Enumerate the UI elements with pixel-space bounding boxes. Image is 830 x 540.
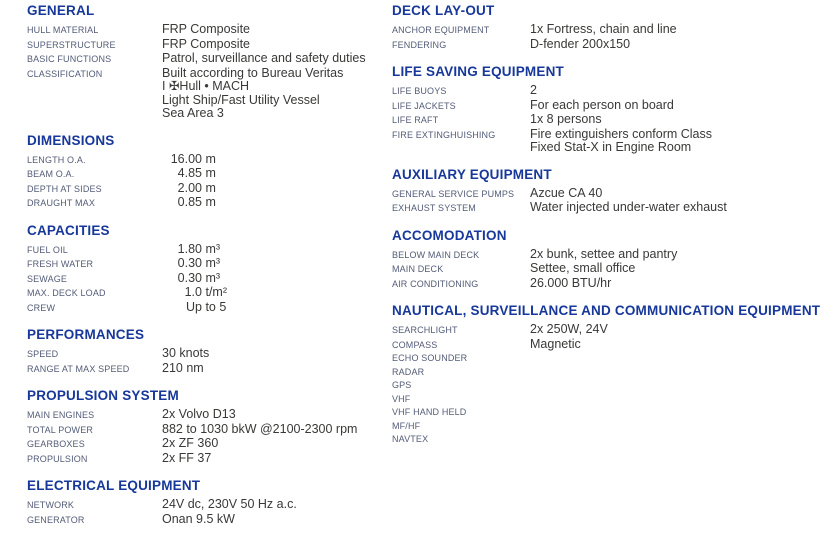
spec-value-number: 4.85 xyxy=(177,166,202,180)
section-title: AUXILIARY EQUIPMENT xyxy=(392,166,552,182)
spec-row xyxy=(27,182,389,197)
section-life-saving-equipment xyxy=(392,65,822,155)
spec-value-number: 0.30 xyxy=(177,256,202,270)
spec-label: BEAM O.A. xyxy=(27,169,75,179)
spec-row xyxy=(392,23,822,38)
spec-row xyxy=(392,38,822,53)
section-deck-lay-out xyxy=(392,4,822,52)
section-title: ELECTRICAL EQUIPMENT xyxy=(27,478,201,493)
spec-row xyxy=(392,379,822,393)
section-title: NAUTICAL, SURVEILLANCE AND COMMUNICATION EQUIPMENT xyxy=(392,303,821,318)
spec-label: NETWORK xyxy=(27,500,75,510)
section-title: PROPULSION SYSTEM xyxy=(27,388,179,403)
spec-label: CREW xyxy=(27,302,56,313)
spec-value: Onan 9.5 kW xyxy=(162,511,235,526)
spec-value-number: 2.00 xyxy=(177,180,202,195)
spec-value-line: Built according to Bureau Veritas xyxy=(162,65,344,80)
spec-value-line: Sea Area 3 xyxy=(162,106,224,120)
spec-value: Patrol, surveillance and safety duties xyxy=(162,51,366,65)
spec-row xyxy=(392,113,822,128)
spec-value xyxy=(162,196,389,210)
spec-value-number: 16.00 xyxy=(170,151,202,166)
spec-value-unit: m xyxy=(205,151,216,166)
spec-label: FUEL OIL xyxy=(27,244,68,255)
spec-value xyxy=(162,182,389,196)
spec-row xyxy=(27,52,389,67)
spec-label: PROPULSION xyxy=(27,453,88,464)
spec-row xyxy=(27,272,389,287)
section-title: CAPACITIES xyxy=(27,222,110,238)
spec-label: SUPERSTRUCTURE xyxy=(27,39,116,50)
spec-label: TOTAL POWER xyxy=(27,424,93,435)
spec-row xyxy=(392,84,822,99)
spec-value: 2x 250W, 24V xyxy=(530,322,608,336)
spec-value: Azcue CA 40 xyxy=(530,185,603,200)
spec-value-unit: m³ xyxy=(205,256,221,270)
section-dimensions xyxy=(27,134,389,211)
spec-row xyxy=(27,38,389,53)
spec-label: HULL MATERIAL xyxy=(27,25,99,35)
spec-label: VHF HAND HELD xyxy=(392,407,467,417)
spec-label: BASIC FUNCTIONS xyxy=(27,54,112,64)
spec-value-number: 0.30 xyxy=(177,270,202,285)
spec-label: RADAR xyxy=(392,366,425,377)
spec-row xyxy=(27,362,389,377)
spec-label: GPS xyxy=(392,380,412,390)
section-title: ACCOMODATION xyxy=(392,227,507,243)
spec-row xyxy=(27,423,389,438)
spec-value xyxy=(162,257,389,271)
spec-value: For each person on board xyxy=(530,97,674,112)
spec-row xyxy=(392,338,822,353)
spec-value xyxy=(162,167,389,181)
spec-label: DRAUGHT MAX xyxy=(27,198,95,208)
spec-value-line: Light Ship/Fast Utility Vessel xyxy=(162,92,320,107)
spec-value: Settee, small office xyxy=(530,261,636,275)
spec-value xyxy=(162,243,389,257)
spec-value-line: Fixed Stat-X in Engine Room xyxy=(530,140,692,154)
spec-value-number: 1.0 xyxy=(184,285,202,299)
section-general xyxy=(27,4,389,121)
spec-value-number: 1.80 xyxy=(177,241,202,256)
spec-row xyxy=(392,366,822,380)
spec-label: SPEED xyxy=(27,349,59,359)
spec-row xyxy=(392,99,822,114)
spec-label: VHF xyxy=(392,393,411,404)
section-performances xyxy=(27,328,389,376)
spec-label: ANCHOR EQUIPMENT xyxy=(392,25,490,35)
spec-row xyxy=(392,433,822,447)
spec-label: GEARBOXES xyxy=(27,439,85,449)
spec-value-line: Fire extinguishers conform Class xyxy=(530,126,713,141)
spec-row xyxy=(392,248,822,263)
section-nautical-surveillance-and-communication-equipment xyxy=(392,304,822,447)
spec-value-unit: t/m² xyxy=(205,285,228,299)
spec-label: ECHO SOUNDER xyxy=(392,353,468,363)
spec-row xyxy=(27,167,389,182)
spec-label: AIR CONDITIONING xyxy=(392,278,479,289)
spec-value-unit: m xyxy=(205,166,216,180)
spec-label: MAIN DECK xyxy=(392,264,444,274)
spec-value: Water injected under-water exhaust xyxy=(530,200,727,214)
spec-value-line: I ✠Hull • MACH xyxy=(162,79,250,93)
section-auxiliary-equipment xyxy=(392,168,822,216)
section-accomodation xyxy=(392,229,822,292)
spec-label: SEWAGE xyxy=(27,273,68,284)
spec-value: 30 knots xyxy=(162,346,210,360)
spec-value xyxy=(162,67,389,121)
section-capacities xyxy=(27,224,389,316)
spec-label: FENDERING xyxy=(392,39,447,50)
spec-label: MAX. DECK LOAD xyxy=(27,288,106,298)
section-electrical-equipment xyxy=(27,479,389,527)
spec-row xyxy=(27,243,389,258)
spec-row xyxy=(27,257,389,272)
spec-row xyxy=(27,498,389,513)
spec-label: MAIN ENGINES xyxy=(27,410,95,420)
spec-value xyxy=(162,153,389,167)
column-left xyxy=(27,4,389,540)
spec-value: 882 to 1030 bkW @2100-2300 rpm xyxy=(162,421,358,436)
spec-row xyxy=(392,262,822,277)
spec-label: EXHAUST SYSTEM xyxy=(392,203,476,213)
spec-row xyxy=(392,352,822,366)
column-right xyxy=(392,4,822,460)
spec-label: LIFE BUOYS xyxy=(392,86,447,96)
spec-row xyxy=(27,347,389,362)
spec-label: FRESH WATER xyxy=(27,259,94,269)
section-propulsion-system xyxy=(27,389,389,466)
spec-value: 24V dc, 230V 50 Hz a.c. xyxy=(162,497,297,511)
spec-value: 210 nm xyxy=(162,360,204,375)
spec-row xyxy=(392,420,822,434)
spec-value: 2x bunk, settee and pantry xyxy=(530,246,678,261)
spec-value: 26.000 BTU/hr xyxy=(530,275,612,290)
spec-value-unit: m xyxy=(205,195,216,209)
section-title: LIFE SAVING EQUIPMENT xyxy=(392,64,564,79)
spec-row xyxy=(392,406,822,420)
spec-label: RANGE AT MAX SPEED xyxy=(27,363,130,374)
section-title: GENERAL xyxy=(27,3,95,18)
spec-value-unit: m xyxy=(205,180,216,195)
spec-value: 1x 8 persons xyxy=(530,112,602,126)
section-title: DIMENSIONS xyxy=(27,132,115,148)
spec-label: LIFE RAFT xyxy=(392,115,439,125)
spec-value: D-fender 200x150 xyxy=(530,36,631,51)
section-title: DECK LAY-OUT xyxy=(392,3,495,18)
spec-value: 2x Volvo D13 xyxy=(162,407,236,421)
spec-row xyxy=(392,201,822,216)
spec-label: BELOW MAIN DECK xyxy=(392,249,480,260)
spec-value: Magnetic xyxy=(530,336,581,351)
spec-value: 2x ZF 360 xyxy=(162,436,219,450)
spec-row xyxy=(27,67,389,121)
spec-value-unit: m³ xyxy=(205,270,221,285)
spec-row xyxy=(27,286,389,301)
spec-label: LIFE JACKETS xyxy=(392,100,456,111)
spec-label: NAVTEX xyxy=(392,434,429,444)
spec-value: FRP Composite xyxy=(162,36,250,51)
spec-label: CLASSIFICATION xyxy=(27,68,103,79)
spec-row xyxy=(392,128,822,155)
spec-value xyxy=(530,128,822,155)
spec-value: 1x Fortress, chain and line xyxy=(530,22,677,36)
spec-row xyxy=(27,513,389,528)
spec-label: COMPASS xyxy=(392,339,438,350)
spec-row xyxy=(392,277,822,292)
spec-value: 2x FF 37 xyxy=(162,450,212,465)
spec-label: LENGTH O.A. xyxy=(27,154,86,165)
spec-label: DEPTH AT SIDES xyxy=(27,183,102,194)
spec-label: GENERATOR xyxy=(27,514,85,525)
spec-row xyxy=(27,452,389,467)
spec-value: 2 xyxy=(530,83,537,97)
spec-value: Up to 5 xyxy=(186,299,227,314)
spec-value xyxy=(162,272,389,286)
spec-label: MF/HF xyxy=(392,420,421,431)
section-title: PERFORMANCES xyxy=(27,327,145,342)
spec-value-unit: m³ xyxy=(205,241,221,256)
spec-value-number: 0.85 xyxy=(177,195,202,209)
spec-value: FRP Composite xyxy=(162,22,250,36)
spec-row xyxy=(27,437,389,452)
spec-row xyxy=(392,393,822,407)
spec-row xyxy=(27,301,389,316)
spec-row xyxy=(27,153,389,168)
spec-row xyxy=(27,196,389,211)
spec-row xyxy=(392,323,822,338)
spec-row xyxy=(27,23,389,38)
spec-label: GENERAL SERVICE PUMPS xyxy=(392,188,515,199)
spec-label: SEARCHLIGHT xyxy=(392,325,458,335)
spec-row xyxy=(392,187,822,202)
spec-value xyxy=(162,286,389,300)
spec-label: FIRE EXTINGHUISHING xyxy=(392,129,496,140)
spec-row xyxy=(27,408,389,423)
